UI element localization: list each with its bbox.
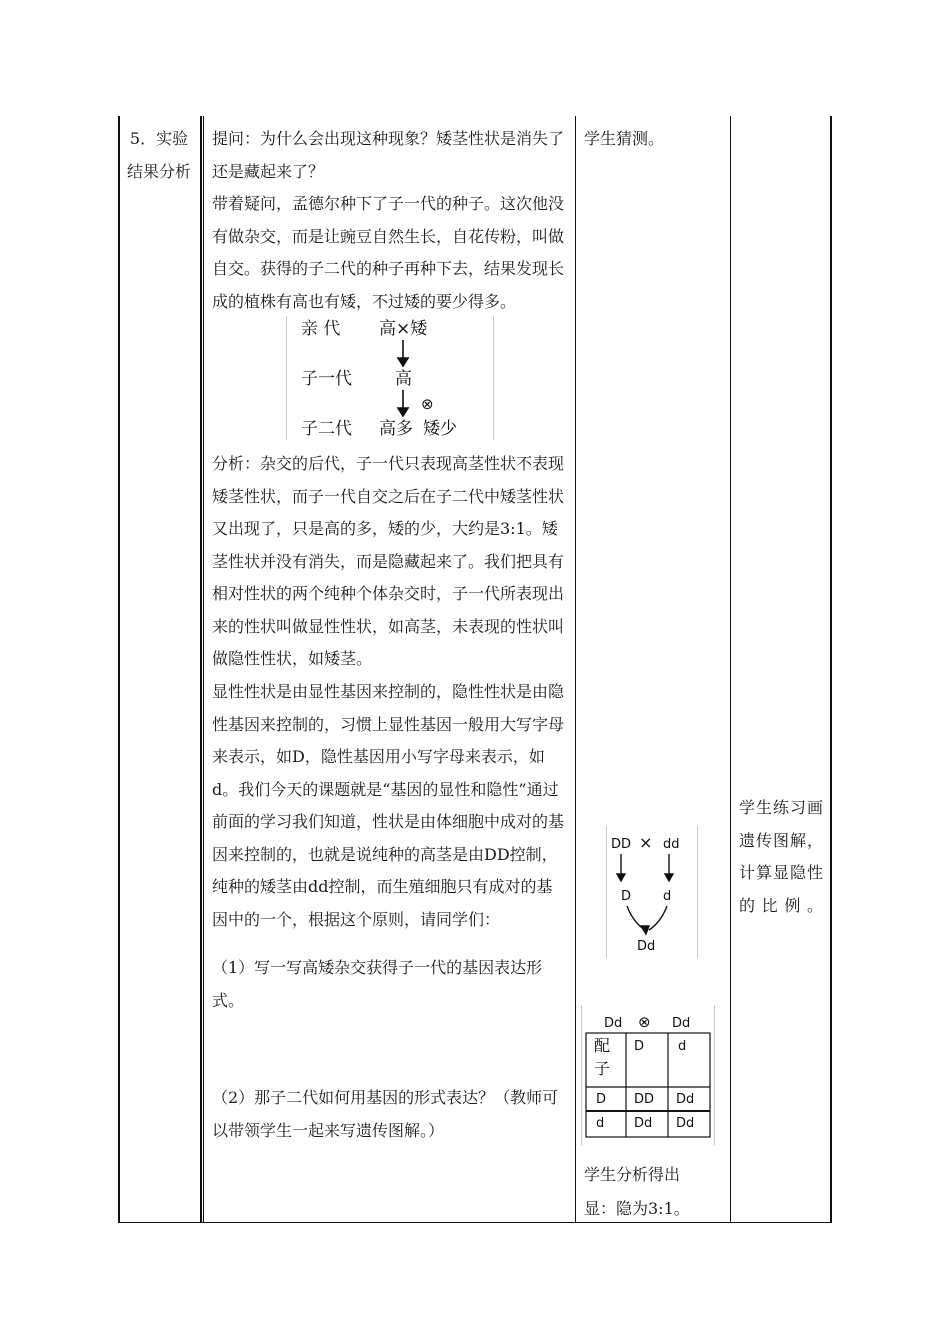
punnett-top-right: Dd (672, 1016, 691, 1031)
cross-arrowhead-left (617, 874, 625, 881)
teacher-gene-explanation: 显性性状是由显性基因来控制的，隐性性状是由隐性基因来控制的，习惯上显性基因一般用大写字母来表示，如D，隐性基因用小写字母来表示，如d。我们今天的课题就是“基因的显性和隐性”通过前面的学习我们知道，性状是由体细胞中成对的基因来控制的，也就是说纯种的高茎是由DD控制，纯种的矮茎由dd控制，而生殖细胞只有成对的基因中的一个，根据这个原则，请同学们： (212, 682, 565, 929)
punnett-self-symbol: ⊗ (638, 1013, 651, 1031)
punnett-square (581, 1005, 715, 1145)
diagram-row3-left: 高多 (379, 419, 413, 439)
diagram-row2-value: 高 (395, 369, 412, 389)
punnett-top-left: Dd (604, 1016, 623, 1031)
table-divider-4 (730, 116, 731, 1223)
punnett-square-svg (582, 1005, 714, 1145)
cross-diagram-svg (607, 826, 697, 958)
student-conclusion: 学生分析得出显：隐为3:1。 (584, 1165, 690, 1218)
cross-parent-right: dd (663, 837, 680, 852)
table-border-right (830, 116, 832, 1223)
punnett-col2: d (678, 1039, 687, 1054)
cross-arrow-merge-right (649, 906, 667, 930)
inheritance-diagram-svg (287, 316, 493, 440)
cross-arrowhead-merge (641, 926, 649, 934)
punnett-row1-gamete: D (596, 1092, 607, 1107)
punnett-row1-c2: Dd (676, 1092, 695, 1107)
teacher-paragraph-selfing: 带着疑问，孟德尔种下了子一代的种子。这次他没有做杂交，而是让豌豆自然生长，自花传粉，叫做自交。获得的子二代的种子再种下去，结果发现长成的植株有高也有矮，不过矮的要少得多。 (212, 194, 565, 311)
teacher-task-2: （2）那子二代如何用基因的形式表达？（教师可以带领学生一起来写遗传图解。） (212, 1088, 559, 1140)
table-border-left (118, 116, 120, 1223)
cross-offspring: Dd (637, 939, 656, 954)
table-divider-1 (200, 116, 202, 1223)
student-guess: 学生猜测。 (584, 129, 665, 148)
punnett-header: 配子 (594, 1036, 611, 1078)
table-divider-2 (203, 116, 204, 1223)
cross-gamete-left: D (621, 889, 632, 904)
student-practice: 学生练习画遗传图解，计算显隐性的比例。 (739, 798, 823, 915)
table-divider-3 (575, 116, 576, 1223)
teacher-task-1: （1）写一写高矮杂交获得子一代的基因表达形式。 (212, 958, 543, 1010)
diagram-arrowhead-2 (398, 408, 408, 416)
diagram-row3-right: 矮少 (423, 419, 457, 439)
cross-gamete-right: d (663, 889, 672, 904)
punnett-row2-gamete: d (596, 1116, 605, 1131)
teacher-analysis: 分析：杂交的后代，子一代只表现高茎性状不表现矮茎性状，而子一代自交之后在子二代中矮茎性状又出现了，只是高的多，矮的少，大约是3:1。矮茎性状并没有消失，而是隐藏起来了。我们把具有相对性状的两个纯种个体杂交时，子一代所表现出来的性状叫做显性性状，如高茎，未表现的性状叫做隐性性状，如矮茎。 (212, 454, 565, 668)
cross-symbol: × (639, 833, 653, 852)
punnett-row2-c2: Dd (676, 1116, 695, 1131)
cross-arrowhead-right (665, 874, 673, 881)
table-border-bottom (118, 1222, 832, 1223)
cross-parent-left: DD (611, 837, 632, 852)
inheritance-diagram (286, 316, 494, 440)
teacher-question: 提问：为什么会出现这种现象？矮茎性状是消失了还是藏起来了？ (212, 129, 565, 181)
stage-label: 5．实验结果分析 (126, 129, 191, 181)
punnett-row1-c1: DD (634, 1092, 655, 1107)
diagram-arrowhead-1 (398, 358, 408, 366)
diagram-self-symbol: ⊗ (421, 395, 434, 413)
diagram-row3-label: 子二代 (301, 419, 352, 439)
punnett-row2-c1: Dd (634, 1116, 653, 1131)
diagram-row2-label: 子一代 (301, 369, 352, 389)
cross-diagram (606, 826, 698, 958)
diagram-row1-value: 高×矮 (379, 319, 428, 339)
diagram-row1-label: 亲 代 (301, 319, 341, 339)
punnett-col1: D (634, 1039, 645, 1054)
